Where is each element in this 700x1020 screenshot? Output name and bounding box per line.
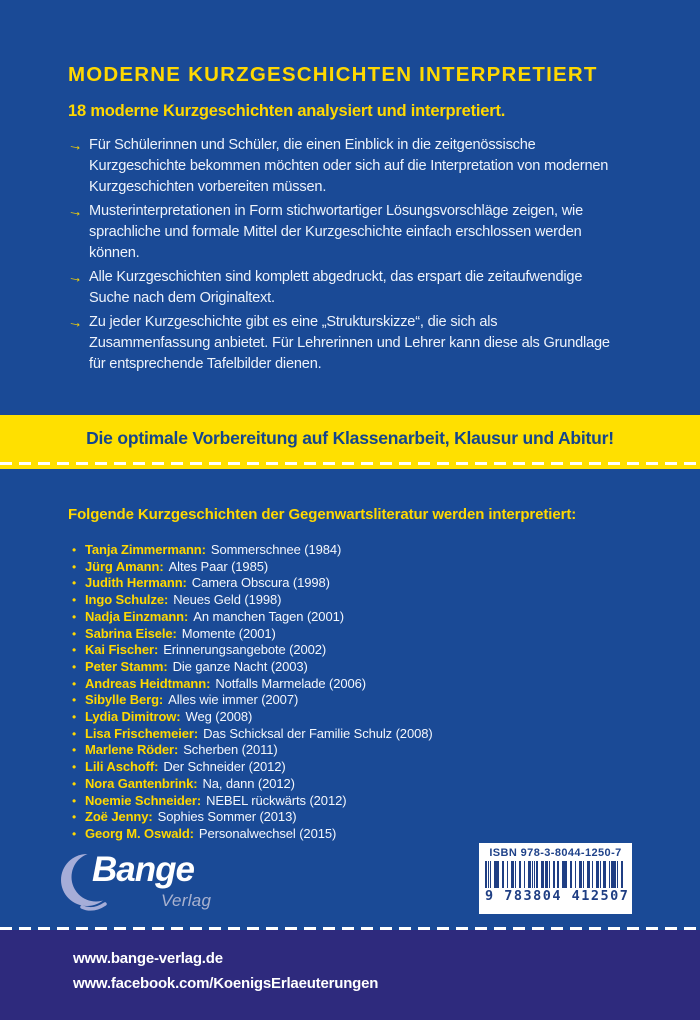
bullet-dot-icon: • <box>72 593 77 608</box>
story-item <box>68 709 658 726</box>
bullet-text: Alle Kurzgeschichten sind komplett abgedruckt, das erspart die zeitaufwendige Suche nach dem Originaltext. <box>89 269 583 306</box>
story-item <box>68 626 658 643</box>
story-author: Nadja Einzmann: <box>85 608 189 624</box>
story-author: Judith Hermann: <box>85 575 187 591</box>
barcode-digits: 9 783804 412507 <box>485 888 630 904</box>
story-author: Lili Aschoff: <box>85 759 159 775</box>
bullet-dot-icon: • <box>72 576 77 591</box>
story-title: Altes Paar (1985) <box>168 558 269 574</box>
story-author: Sibylle Berg: <box>85 692 164 708</box>
arrow-right-icon: → <box>66 135 85 156</box>
story-title: Momente (2001) <box>181 625 276 641</box>
bullet-dot-icon: • <box>72 609 77 624</box>
facebook-url: www.facebook.com/KoenigsErlaeuterungen <box>73 974 379 992</box>
bullet-text: Zu jeder Kurzgeschichte gibt es eine „Strukturskizze“, die sich als Zusammenfassung anbietet. Für Lehrerinnen und Lehrer kann diese als Grundlage für entsprechende Tafelbilder dienen. <box>89 314 610 372</box>
story-author: Lisa Frischemeier: <box>85 725 199 741</box>
story-title: Weg (2008) <box>185 709 253 725</box>
bullet-text: Musterinterpretationen in Form stichwortartiger Lösungsvorschläge zeigen, wie sprachliche und formale Mittel der Kurzgeschichte einfach erschlossen werden können. <box>89 203 583 261</box>
bullet-item <box>68 312 616 375</box>
story-item <box>68 575 658 592</box>
story-title: Die ganze Nacht (2003) <box>172 658 308 674</box>
story-title: Personalwechsel (2015) <box>198 825 337 841</box>
story-author: Georg M. Oswald: <box>85 825 194 841</box>
bullet-item <box>68 201 616 264</box>
bullet-item <box>68 267 616 309</box>
story-item <box>68 726 658 743</box>
bullet-item <box>68 135 616 198</box>
story-author: Lydia Dimitrow: <box>85 709 181 725</box>
bullet-dot-icon: • <box>72 659 77 674</box>
stories-heading: Folgende Kurzgeschichten der Gegenwartsliteratur werden interpretiert: <box>68 506 577 523</box>
story-item <box>68 659 658 676</box>
story-title: Erinnerungsangebote (2002) <box>163 642 327 658</box>
story-author: Andreas Heidtmann: <box>85 675 211 691</box>
footer <box>0 930 700 1020</box>
bullet-dot-icon: • <box>72 643 77 658</box>
story-title: Notfalls Marmelade (2006) <box>215 675 367 691</box>
story-item <box>68 776 658 793</box>
bullet-dot-icon: • <box>72 826 77 841</box>
story-item <box>68 826 658 843</box>
story-item <box>68 759 658 776</box>
bullet-dot-icon: • <box>72 810 77 825</box>
story-item <box>68 559 658 576</box>
story-author: Ingo Schulze: <box>85 592 169 608</box>
story-title: Camera Obscura (1998) <box>191 575 330 591</box>
isbn-label: ISBN 978-3-8044-1250-7 <box>489 847 622 859</box>
publisher-type: Verlag <box>161 891 212 910</box>
story-author: Jürg Amann: <box>85 558 164 574</box>
story-title: Das Schicksal der Familie Schulz (2008) <box>203 725 433 741</box>
story-item <box>68 542 658 559</box>
dashed-separator <box>0 462 700 465</box>
story-item <box>68 609 658 626</box>
story-item <box>68 742 658 759</box>
bullet-dot-icon: • <box>72 710 77 725</box>
bullet-dot-icon: • <box>72 776 77 791</box>
bullet-dot-icon: • <box>72 626 77 641</box>
promo-banner <box>0 415 700 469</box>
publisher-logo <box>60 843 280 923</box>
story-item <box>68 809 658 826</box>
arrow-right-icon: → <box>66 201 85 222</box>
bullet-dot-icon: • <box>72 676 77 691</box>
bullet-dot-icon: • <box>72 693 77 708</box>
story-item <box>68 692 658 709</box>
bullet-dot-icon: • <box>72 793 77 808</box>
story-item <box>68 793 658 810</box>
story-item <box>68 676 658 693</box>
stories-list <box>68 542 658 843</box>
story-title: Sophies Sommer (2013) <box>157 809 297 825</box>
story-title: Na, dann (2012) <box>202 775 295 791</box>
story-title: Neues Geld (1998) <box>173 592 282 608</box>
website-url: www.bange-verlag.de <box>73 950 223 967</box>
story-title: An manchen Tagen (2001) <box>193 608 344 624</box>
story-author: Marlene Röder: <box>85 742 179 758</box>
story-author: Sabrina Eisele: <box>85 625 177 641</box>
story-item <box>68 642 658 659</box>
story-author: Kai Fischer: <box>85 642 159 658</box>
page-title: MODERNE KURZGESCHICHTEN INTERPRETIERT <box>68 63 598 86</box>
story-title: Sommerschnee (1984) <box>210 542 342 557</box>
story-author: Tanja Zimmermann: <box>85 542 206 557</box>
bullet-dot-icon: • <box>72 559 77 574</box>
arrow-right-icon: → <box>66 267 85 288</box>
story-author: Nora Gantenbrink: <box>85 775 198 791</box>
story-title: NEBEL rückwärts (2012) <box>206 792 347 808</box>
bullet-dot-icon: • <box>72 543 77 557</box>
story-author: Zoë Jenny: <box>85 809 153 825</box>
story-author: Noemie Schneider: <box>85 792 202 808</box>
publisher-name: Bange <box>92 850 194 889</box>
story-item <box>68 592 658 609</box>
bullet-dot-icon: • <box>72 743 77 758</box>
promo-banner-text: Die optimale Vorbereitung auf Klassenarbeit, Klausur und Abitur! <box>86 428 614 448</box>
bullet-dot-icon: • <box>72 760 77 775</box>
story-author: Peter Stamm: <box>85 658 168 674</box>
subtitle: 18 moderne Kurzgeschichten analysiert und interpretiert. <box>68 102 506 120</box>
arrow-right-icon: → <box>66 312 85 333</box>
bullet-text: Für Schülerinnen und Schüler, die einen Einblick in die zeitgenössische Kurzgeschichte bekommen möchten oder sich auf die Interpretation von modernen Kurzgeschichten vorbereiten müssen. <box>89 137 609 195</box>
story-title: Der Schneider (2012) <box>163 759 286 775</box>
bullet-dot-icon: • <box>72 726 77 741</box>
story-title: Alles wie immer (2007) <box>168 692 299 708</box>
isbn-barcode <box>479 843 632 914</box>
feature-bullets <box>68 135 616 378</box>
story-title: Scherben (2011) <box>183 742 278 758</box>
